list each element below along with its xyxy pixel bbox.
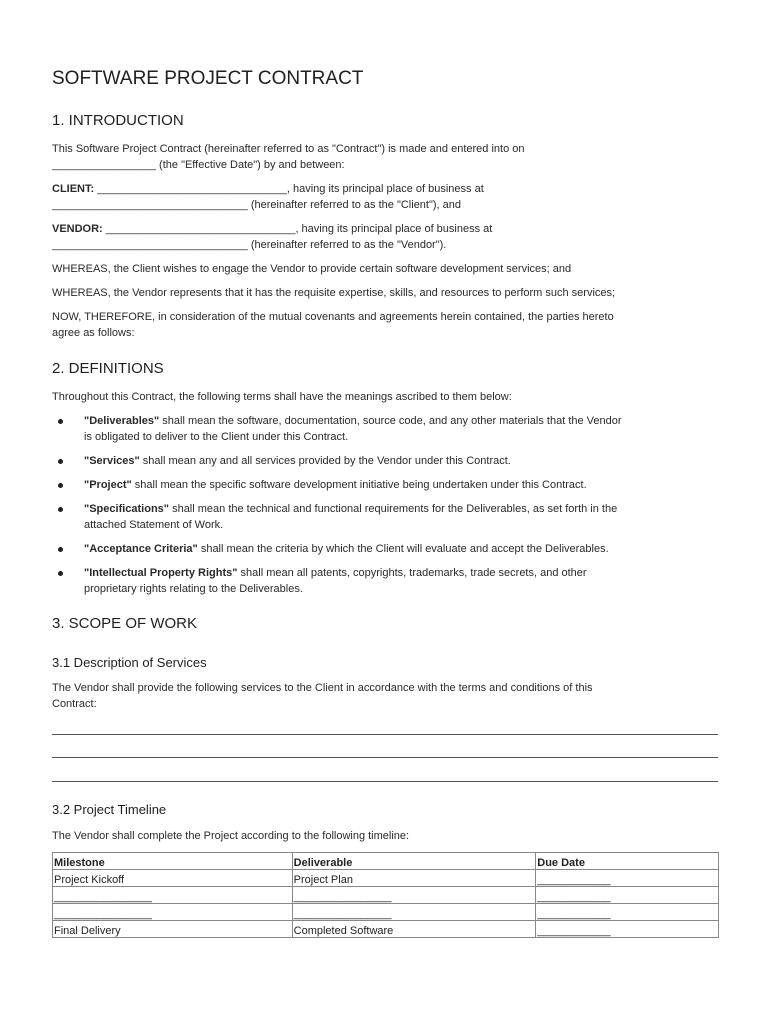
definition-item: [84, 453, 511, 469]
table-row: [53, 887, 719, 904]
bullet-icon: [58, 571, 63, 576]
bullet-icon: [58, 459, 63, 464]
table-cell: ____________: [536, 921, 719, 938]
definition-item: [84, 501, 617, 517]
bullet-icon: [58, 507, 63, 512]
vendor-label: VENDOR:: [52, 223, 103, 235]
definition-text: shall mean all patents, copyrights, trademarks, trade secrets, and other: [237, 567, 587, 579]
table-cell: ________________: [53, 904, 293, 921]
section-heading-definitions: 2. DEFINITIONS: [52, 360, 164, 377]
table-cell: Final Delivery: [53, 921, 293, 938]
services-line-1: The Vendor shall provide the following services to the Client in accordance with the terms and conditions of this: [52, 682, 593, 694]
definition-item: [84, 541, 609, 557]
blank-line: [52, 781, 718, 782]
bullet-icon: [58, 547, 63, 552]
bullet-icon: [58, 419, 63, 424]
definitions-lead: Throughout this Contract, the following terms shall have the meanings ascribed to them below:: [52, 391, 512, 403]
table-cell: ________________: [53, 887, 293, 904]
definition-text: shall mean any and all services provided by the Vendor under this Contract.: [139, 455, 511, 467]
definition-term: "Acceptance Criteria": [84, 543, 198, 555]
definition-text: shall mean the specific software development initiative being undertaken under this Contract.: [131, 479, 587, 491]
client-label: CLIENT:: [52, 183, 95, 195]
table-cell: Project Plan: [292, 870, 536, 887]
section-heading-scope: 3. SCOPE OF WORK: [52, 615, 198, 632]
definition-text: shall mean the technical and functional requirements for the Deliverables, as set forth in the: [169, 503, 618, 515]
definition-item-continuation: is obligated to deliver to the Client under this Contract.: [84, 431, 349, 443]
timeline-lead: The Vendor shall complete the Project according to the following timeline:: [52, 830, 410, 842]
table-cell: ____________: [536, 870, 719, 887]
subsection-heading-services: 3.1 Description of Services: [52, 655, 207, 670]
definition-term: "Specifications": [84, 503, 170, 515]
whereas-2: WHEREAS, the Vendor represents that it has the requisite expertise, skills, and resources to perform such services;: [52, 287, 616, 299]
table-row: [53, 904, 719, 921]
client-line-2: ________________________________ (hereinafter referred to as the "Client"), and: [52, 199, 462, 211]
definition-term: "Project": [84, 479, 132, 491]
intro-line-2: _________________ (the "Effective Date") by and between:: [52, 159, 345, 171]
intro-line-1: This Software Project Contract (hereinafter referred to as "Contract") is made and entered into on: [52, 143, 525, 155]
client-paragraph: [52, 181, 484, 197]
services-line-2: Contract:: [52, 698, 97, 710]
definition-item-continuation: attached Statement of Work.: [84, 519, 224, 531]
now-therefore-line-2: agree as follows:: [52, 327, 135, 339]
table-cell: ________________: [292, 904, 536, 921]
table-header-row: [53, 853, 719, 870]
definition-item: [84, 477, 587, 493]
blank-line: [52, 757, 718, 758]
table-cell: ________________: [292, 887, 536, 904]
definition-text: shall mean the software, documentation, source code, and any other materials that the Vendor: [159, 415, 622, 427]
section-heading-introduction: 1. INTRODUCTION: [52, 112, 184, 129]
table-row: [53, 921, 719, 938]
table-header-cell: Due Date: [536, 853, 719, 870]
definition-term: "Services": [84, 455, 140, 467]
table-cell: Completed Software: [292, 921, 536, 938]
table-cell: ____________: [536, 904, 719, 921]
client-line-1: _______________________________, having its principal place of business at: [94, 183, 484, 195]
table-cell: Project Kickoff: [53, 870, 293, 887]
timeline-table: [52, 852, 719, 938]
table-header-cell: Deliverable: [292, 853, 536, 870]
bullet-icon: [58, 483, 63, 488]
document-title: SOFTWARE PROJECT CONTRACT: [52, 68, 364, 89]
definition-item: [84, 413, 622, 429]
vendor-line-2: ________________________________ (hereinafter referred to as the "Vendor").: [52, 239, 447, 251]
definition-item-continuation: proprietary rights relating to the Deliverables.: [84, 583, 303, 595]
table-cell: ____________: [536, 887, 719, 904]
definition-item: [84, 565, 587, 581]
whereas-1: WHEREAS, the Client wishes to engage the Vendor to provide certain software development services; and: [52, 263, 572, 275]
now-therefore-line-1: NOW, THEREFORE, in consideration of the mutual covenants and agreements herein contained, the parties hereto: [52, 311, 614, 323]
table-row: [53, 870, 719, 887]
subsection-heading-timeline: 3.2 Project Timeline: [52, 802, 167, 817]
blank-line: [52, 734, 718, 735]
definition-text: shall mean the criteria by which the Client will evaluate and accept the Deliverables.: [197, 543, 609, 555]
vendor-line-1: _______________________________, having its principal place of business at: [102, 223, 493, 235]
definition-term: "Deliverables": [84, 415, 160, 427]
vendor-paragraph: [52, 221, 492, 237]
definition-term: "Intellectual Property Rights": [84, 567, 238, 579]
table-header-cell: Milestone: [53, 853, 293, 870]
